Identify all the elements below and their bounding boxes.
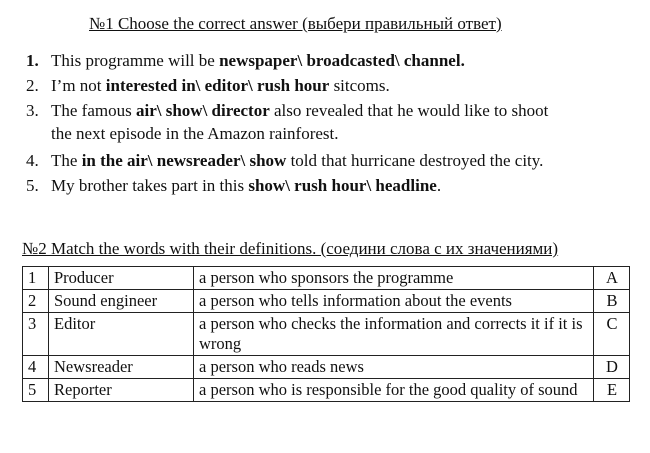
definition-cell: a person who tells information about the events [194,290,594,313]
table-row [23,356,630,379]
exercise-2-title: №2 Match the words with their definitions. (соедини слова с их значениями) [22,239,559,258]
word-cell: Editor [49,313,194,356]
task-text-part: also revealed that he would like to shoot [269,101,549,120]
row-number: 5 [23,379,49,402]
letter-cell: C [594,313,630,356]
matching-table [22,266,630,402]
row-number: 1 [23,267,49,290]
task-text [51,176,441,195]
word-cell: Sound engineer [49,290,194,313]
definition-cell: a person who checks the information and corrects it if it is wrong [194,313,594,356]
table-row [23,313,630,356]
row-number: 3 [23,313,49,356]
task-text-part: sitcoms. [329,76,390,95]
task-text [51,76,390,95]
task-text-part: My brother takes part in this [51,176,249,195]
word-cell: Reporter [49,379,194,402]
answer-options: show\ rush hour\ headline [248,176,437,195]
exercise-1-list [26,48,636,198]
task-number: 3. [26,101,39,120]
task-item [26,173,636,198]
task-text-continuation: the next episode in the Amazon rainforest. [51,124,339,143]
answer-options: air\ show\ director [135,101,270,120]
letter-cell: A [594,267,630,290]
task-text-part: I’m not [51,76,106,95]
row-number: 4 [23,356,49,379]
task-text-part: The famous [51,101,136,120]
task-text [51,101,548,120]
task-text [51,51,465,70]
task-item [26,98,636,145]
definition-cell: a person who sponsors the programme [194,267,594,290]
task-item [26,48,636,73]
word-cell: Newsreader [49,356,194,379]
task-number: 4. [26,151,39,170]
task-number: 5. [26,176,39,195]
task-text [51,151,543,170]
task-text-part: The [51,151,82,170]
definition-cell: a person who reads news [194,356,594,379]
row-number: 2 [23,290,49,313]
table-row [23,379,630,402]
task-text-part: told that hurricane destroyed the city. [286,151,544,170]
task-number: 1. [26,51,39,70]
task-number: 2. [26,76,39,95]
answer-options: newspaper\ broadcasted\ channel. [219,51,465,70]
letter-cell: E [594,379,630,402]
answer-options: interested in\ editor\ rush hour [105,76,330,95]
task-text-part: This programme will be [51,51,220,70]
word-cell: Producer [49,267,194,290]
exercise-1-title: №1 Choose the correct answer (выбери правильный ответ) [89,14,502,33]
letter-cell: B [594,290,630,313]
task-text-part: . [436,176,442,195]
task-item [26,73,636,98]
table-row [23,267,630,290]
answer-options: in the air\ newsreader\ show [81,151,287,170]
task-item [26,148,636,173]
letter-cell: D [594,356,630,379]
definition-cell: a person who is responsible for the good quality of sound [194,379,594,402]
table-row [23,290,630,313]
